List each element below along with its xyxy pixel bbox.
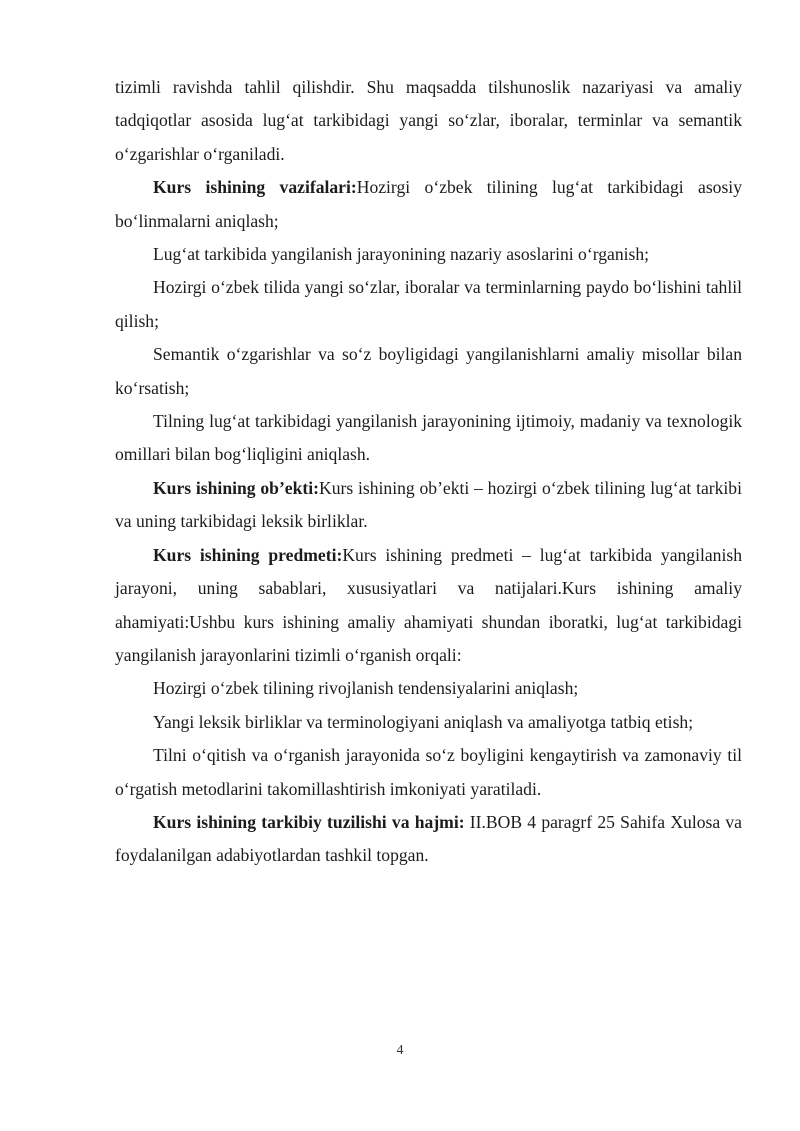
obyekt-text: Kurs ishining ob’ekti – hozirgi o‘zbek tilining lug‘at tarkibi va uning tarkibidagi leksik birliklar.: [115, 477, 742, 532]
goal-3-text: Tilni o‘qitish va o‘rganish jarayonida so‘z boyligini kengaytirish va zamonaviy til o‘rgatish metodlarini takomillashtirish imkoniyati yaratiladi.: [115, 745, 742, 799]
paragraph-task-4: [115, 338, 742, 405]
paragraph-obyekt: [115, 472, 742, 539]
paragraph-goal-2: [115, 706, 742, 739]
predmet-text: Kurs ishining predmeti – lug‘at tarkibida yangilanish jarayoni, uning sabablari, xususiyatlari va natijalari.Kurs ishining amaliy ahamiyati:Ushbu kurs ishining amaliy ahamiyati shundan iboratki, lug‘at tarkibidagi yangilanish jarayonlarini tizimli o‘rganish orqali:: [115, 544, 743, 665]
predmet-heading: Kurs ishining predmeti:: [153, 544, 343, 565]
intro-text: tizimli ravishda tahlil qilishdir. Shu maqsadda tilshunoslik nazariyasi va amaliy tadqiqotlar asosida lug‘at tarkibidagi yangi so‘zlar, iboralar, terminlar va semantik o‘zgarishlar o‘rganiladi.: [115, 77, 742, 164]
vazifalar-heading: Kurs ishining vazifalari:: [153, 177, 357, 198]
vazifalar-text: Hozirgi o‘zbek tilining lug‘at tarkibidagi asosiy bo‘linmalarni aniqlash;: [115, 177, 742, 231]
paragraph-predmet: [115, 539, 742, 673]
paragraph-goal-1: [115, 672, 742, 705]
tarkib-heading: Kurs ishining tarkibiy tuzilishi va hajmi:: [153, 811, 465, 832]
tarkib-text: II.BOB 4 paragrf 25 Sahifa Xulosa va foydalanilgan adabiyotlardan tashkil topgan.: [115, 811, 742, 866]
paragraph-tarkib: [115, 806, 742, 873]
goal-2-text: Yangi leksik birliklar va terminologiyani aniqlash va amaliyotga tatbiq etish;: [153, 711, 694, 732]
paragraph-goal-3: [115, 739, 742, 806]
paragraph-task-3: [115, 271, 742, 338]
paragraph-vazifalar: [115, 171, 742, 238]
task-2-text: Lug‘at tarkibida yangilanish jarayonining nazariy asoslarini o‘rganish;: [153, 244, 650, 265]
paragraph-task-2: [115, 238, 742, 271]
goal-1-text: Hozirgi o‘zbek tilining rivojlanish tendensiyalarini aniqlash;: [153, 678, 579, 699]
task-5-text: Tilning lug‘at tarkibidagi yangilanish jarayonining ijtimoiy, madaniy va texnologik omillari bilan bog‘liqligini aniqlash.: [115, 411, 742, 465]
obyekt-heading: Kurs ishining ob’ekti:: [153, 477, 319, 498]
page-number: 4: [396, 1043, 404, 1058]
paragraph-task-5: [115, 405, 742, 472]
task-3-text: Hozirgi o‘zbek tilida yangi so‘zlar, iboralar va terminlarning paydo bo‘lishini tahlil qilish;: [115, 277, 742, 331]
paragraph-intro: [115, 71, 742, 171]
body-text: [115, 71, 742, 873]
task-4-text: Semantik o‘zgarishlar va so‘z boyligidagi yangilanishlarni amaliy misollar bilan ko‘rsatish;: [115, 344, 742, 398]
